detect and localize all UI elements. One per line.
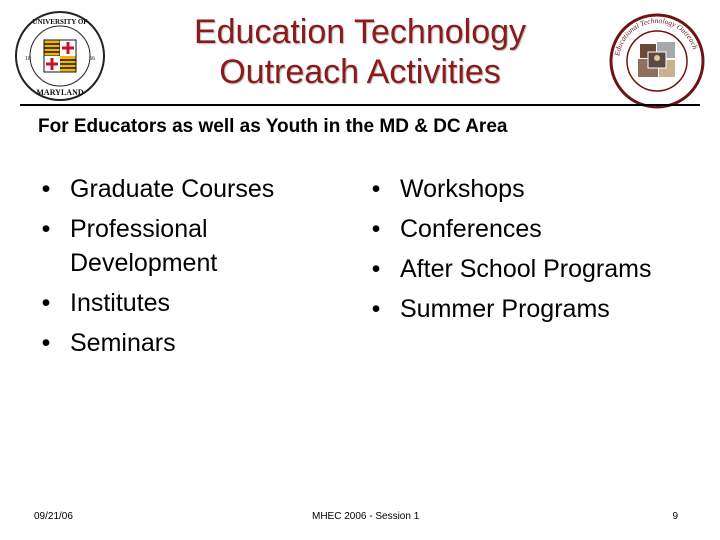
- list-item-label: After School Programs: [400, 255, 652, 283]
- list-item: [366, 212, 706, 246]
- bullet-icon: •: [41, 289, 51, 317]
- svg-text:MARYLAND: MARYLAND: [36, 88, 84, 97]
- bullet-icon: •: [371, 255, 381, 283]
- list-item: [36, 286, 336, 320]
- bullet-icon: •: [371, 295, 381, 323]
- list-item-label: Seminars: [70, 329, 176, 357]
- bullet-list-left: [36, 172, 336, 366]
- title-line-2: Outreach Activities: [219, 53, 501, 91]
- bullet-icon: •: [41, 329, 51, 357]
- list-item-label: Institutes: [70, 289, 171, 317]
- footer-session: MHEC 2006 - Session 1: [312, 511, 420, 522]
- footer-date: 09/21/06: [34, 511, 73, 522]
- slide-title: [150, 12, 570, 92]
- list-item-label: Workshops: [400, 175, 525, 203]
- list-item-label: Professional Development: [70, 215, 218, 277]
- page-number: 9: [672, 511, 678, 522]
- svg-text:18: 18: [25, 56, 31, 62]
- slide-subtitle: For Educators as well as Youth in the MD & DC Area: [38, 116, 508, 137]
- title-divider: [20, 104, 700, 106]
- list-item: [36, 212, 336, 280]
- bullet-icon: •: [371, 175, 381, 203]
- svg-text:Educational Technology Outreac: Educational Technology Outreach: [612, 15, 700, 57]
- university-of-maryland-seal-icon: [14, 10, 106, 102]
- svg-text:UNIVERSITY OF: UNIVERSITY OF: [32, 18, 88, 26]
- list-item-label: Conferences: [400, 215, 542, 243]
- list-item-label: Graduate Courses: [70, 175, 275, 203]
- bullet-icon: •: [371, 215, 381, 243]
- list-item: [36, 172, 336, 206]
- bullet-icon: •: [41, 215, 51, 243]
- educational-technology-outreach-logo-icon: [608, 12, 706, 110]
- list-item-label: Summer Programs: [400, 295, 610, 323]
- bullet-list-right: [366, 172, 706, 332]
- list-item: [366, 172, 706, 206]
- list-item: [36, 326, 336, 360]
- title-line-1: Education Technology: [193, 13, 527, 51]
- list-item: [366, 252, 706, 286]
- list-item: [366, 292, 706, 326]
- bullet-icon: •: [41, 175, 51, 203]
- svg-text:56: 56: [89, 56, 95, 62]
